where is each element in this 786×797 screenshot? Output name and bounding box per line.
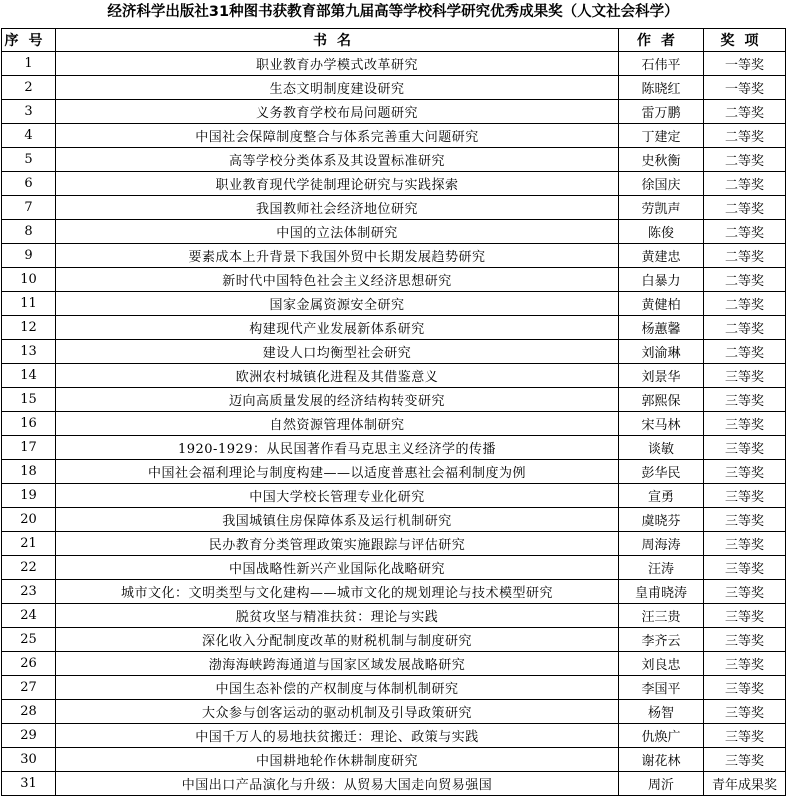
row-award: 二等奖	[704, 196, 786, 220]
row-author: 宣勇	[619, 484, 704, 508]
row-award: 二等奖	[704, 172, 786, 196]
table-body	[2, 52, 786, 796]
row-book-title: 脱贫攻坚与精准扶贫：理论与实践	[56, 604, 619, 628]
row-author: 丁建定	[619, 124, 704, 148]
row-author: 陈俊	[619, 220, 704, 244]
row-index: 14	[2, 364, 56, 388]
row-author: 李国平	[619, 676, 704, 700]
row-award: 二等奖	[704, 244, 786, 268]
table-row	[2, 628, 786, 652]
row-author: 史秋衡	[619, 148, 704, 172]
table-row	[2, 268, 786, 292]
row-author: 谈敏	[619, 436, 704, 460]
awards-table	[1, 28, 786, 796]
table-row	[2, 412, 786, 436]
row-index: 26	[2, 652, 56, 676]
row-book-title: 渤海海峡跨海通道与国家区域发展战略研究	[56, 652, 619, 676]
table-row	[2, 652, 786, 676]
row-book-title: 职业教育现代学徒制理论研究与实践探索	[56, 172, 619, 196]
table-row	[2, 724, 786, 748]
row-author: 刘渝琳	[619, 340, 704, 364]
table-row	[2, 124, 786, 148]
row-author: 郭熙保	[619, 388, 704, 412]
row-award: 一等奖	[704, 52, 786, 76]
row-book-title: 中国社会福利理论与制度构建——以适度普惠社会福利制度为例	[56, 460, 619, 484]
row-book-title: 中国耕地轮作休耕制度研究	[56, 748, 619, 772]
row-index: 24	[2, 604, 56, 628]
row-book-title: 国家金属资源安全研究	[56, 292, 619, 316]
row-award: 二等奖	[704, 124, 786, 148]
row-book-title: 中国的立法体制研究	[56, 220, 619, 244]
row-book-title: 义务教育学校布局问题研究	[56, 100, 619, 124]
row-award: 三等奖	[704, 724, 786, 748]
row-author: 皇甫晓涛	[619, 580, 704, 604]
row-book-title: 生态文明制度建设研究	[56, 76, 619, 100]
row-author: 石伟平	[619, 52, 704, 76]
row-author: 黄建忠	[619, 244, 704, 268]
row-award: 二等奖	[704, 100, 786, 124]
row-index: 12	[2, 316, 56, 340]
row-book-title: 高等学校分类体系及其设置标准研究	[56, 148, 619, 172]
table-row	[2, 508, 786, 532]
row-book-title: 我国教师社会经济地位研究	[56, 196, 619, 220]
row-award: 二等奖	[704, 292, 786, 316]
row-book-title: 城市文化：文明类型与文化建构——城市文化的规划理论与技术模型研究	[56, 580, 619, 604]
row-author: 刘景华	[619, 364, 704, 388]
row-award: 三等奖	[704, 460, 786, 484]
document-title: 经济科学出版社31种图书获教育部第九届高等学校科学研究优秀成果奖（人文社会科学）	[107, 4, 679, 20]
table-row	[2, 316, 786, 340]
table-row	[2, 52, 786, 76]
row-index: 15	[2, 388, 56, 412]
row-book-title: 迈向高质量发展的经济结构转变研究	[56, 388, 619, 412]
table-row	[2, 388, 786, 412]
row-award: 三等奖	[704, 580, 786, 604]
row-index: 31	[2, 772, 56, 796]
row-award: 三等奖	[704, 676, 786, 700]
row-award: 三等奖	[704, 700, 786, 724]
row-index: 25	[2, 628, 56, 652]
row-index: 29	[2, 724, 56, 748]
row-author: 徐国庆	[619, 172, 704, 196]
row-book-title: 中国出口产品演化与升级：从贸易大国走向贸易强国	[56, 772, 619, 796]
row-author: 刘良忠	[619, 652, 704, 676]
table-row	[2, 532, 786, 556]
row-book-title: 深化收入分配制度改革的财税机制与制度研究	[56, 628, 619, 652]
row-author: 杨智	[619, 700, 704, 724]
row-award: 一等奖	[704, 76, 786, 100]
table-row	[2, 556, 786, 580]
row-book-title: 1920-1929：从民国著作看马克思主义经济学的传播	[56, 436, 619, 460]
row-author: 白暴力	[619, 268, 704, 292]
row-author: 周沂	[619, 772, 704, 796]
row-book-title: 建设人口均衡型社会研究	[56, 340, 619, 364]
row-award: 二等奖	[704, 268, 786, 292]
row-author: 宋马林	[619, 412, 704, 436]
row-book-title: 大众参与创客运动的驱动机制及引导政策研究	[56, 700, 619, 724]
row-book-title: 中国社会保障制度整合与体系完善重大问题研究	[56, 124, 619, 148]
row-author: 仇焕广	[619, 724, 704, 748]
row-index: 22	[2, 556, 56, 580]
row-author: 劳凯声	[619, 196, 704, 220]
row-index: 20	[2, 508, 56, 532]
row-book-title: 职业教育办学模式改革研究	[56, 52, 619, 76]
row-award: 青年成果奖	[704, 772, 786, 796]
table-row	[2, 748, 786, 772]
row-index: 5	[2, 148, 56, 172]
row-book-title: 欧洲农村城镇化进程及其借鉴意义	[56, 364, 619, 388]
row-award: 三等奖	[704, 628, 786, 652]
row-award: 三等奖	[704, 364, 786, 388]
row-award: 二等奖	[704, 220, 786, 244]
row-author: 李齐云	[619, 628, 704, 652]
row-index: 11	[2, 292, 56, 316]
row-author: 黄健柏	[619, 292, 704, 316]
row-author: 汪涛	[619, 556, 704, 580]
row-index: 8	[2, 220, 56, 244]
row-award: 三等奖	[704, 604, 786, 628]
row-award: 三等奖	[704, 484, 786, 508]
row-book-title: 中国千万人的易地扶贫搬迁：理论、政策与实践	[56, 724, 619, 748]
row-index: 16	[2, 412, 56, 436]
row-book-title: 中国大学校长管理专业化研究	[56, 484, 619, 508]
row-book-title: 自然资源管理体制研究	[56, 412, 619, 436]
table-row	[2, 148, 786, 172]
header-row	[2, 29, 786, 52]
header-author: 作者	[619, 29, 704, 52]
row-index: 3	[2, 100, 56, 124]
table-row	[2, 244, 786, 268]
header-book: 书名	[56, 29, 619, 52]
row-book-title: 中国战略性新兴产业国际化战略研究	[56, 556, 619, 580]
row-author: 谢花林	[619, 748, 704, 772]
row-index: 9	[2, 244, 56, 268]
row-index: 10	[2, 268, 56, 292]
table-row	[2, 172, 786, 196]
table-row	[2, 364, 786, 388]
row-index: 19	[2, 484, 56, 508]
row-author: 汪三贵	[619, 604, 704, 628]
header-award: 奖项	[704, 29, 786, 52]
table-row	[2, 196, 786, 220]
table-row	[2, 220, 786, 244]
row-award: 二等奖	[704, 148, 786, 172]
table-row	[2, 676, 786, 700]
row-index: 4	[2, 124, 56, 148]
row-author: 周海涛	[619, 532, 704, 556]
row-award: 三等奖	[704, 532, 786, 556]
table-row	[2, 604, 786, 628]
row-book-title: 民办教育分类管理政策实施跟踪与评估研究	[56, 532, 619, 556]
row-book-title: 新时代中国特色社会主义经济思想研究	[56, 268, 619, 292]
table-row	[2, 292, 786, 316]
row-index: 18	[2, 460, 56, 484]
row-award: 三等奖	[704, 436, 786, 460]
row-book-title: 中国生态补偿的产权制度与体制机制研究	[56, 676, 619, 700]
table-row	[2, 772, 786, 796]
row-award: 三等奖	[704, 748, 786, 772]
table-row	[2, 484, 786, 508]
row-award: 二等奖	[704, 316, 786, 340]
row-award: 三等奖	[704, 508, 786, 532]
table-row	[2, 76, 786, 100]
row-index: 30	[2, 748, 56, 772]
row-index: 2	[2, 76, 56, 100]
row-index: 23	[2, 580, 56, 604]
row-award: 三等奖	[704, 556, 786, 580]
row-author: 彭华民	[619, 460, 704, 484]
row-index: 6	[2, 172, 56, 196]
row-index: 17	[2, 436, 56, 460]
row-index: 1	[2, 52, 56, 76]
row-index: 13	[2, 340, 56, 364]
row-book-title: 我国城镇住房保障体系及运行机制研究	[56, 508, 619, 532]
row-author: 虞晓芬	[619, 508, 704, 532]
row-book-title: 构建现代产业发展新体系研究	[56, 316, 619, 340]
row-award: 三等奖	[704, 412, 786, 436]
row-index: 21	[2, 532, 56, 556]
row-author: 雷万鹏	[619, 100, 704, 124]
row-index: 7	[2, 196, 56, 220]
table-row	[2, 700, 786, 724]
row-book-title: 要素成本上升背景下我国外贸中长期发展趋势研究	[56, 244, 619, 268]
row-index: 27	[2, 676, 56, 700]
table-row	[2, 460, 786, 484]
table-row	[2, 100, 786, 124]
header-index: 序号	[2, 29, 56, 52]
table-row	[2, 580, 786, 604]
row-award: 二等奖	[704, 340, 786, 364]
row-award: 三等奖	[704, 388, 786, 412]
row-author: 陈晓红	[619, 76, 704, 100]
row-award: 三等奖	[704, 652, 786, 676]
row-index: 28	[2, 700, 56, 724]
row-author: 杨蕙馨	[619, 316, 704, 340]
table-row	[2, 340, 786, 364]
table-row	[2, 436, 786, 460]
